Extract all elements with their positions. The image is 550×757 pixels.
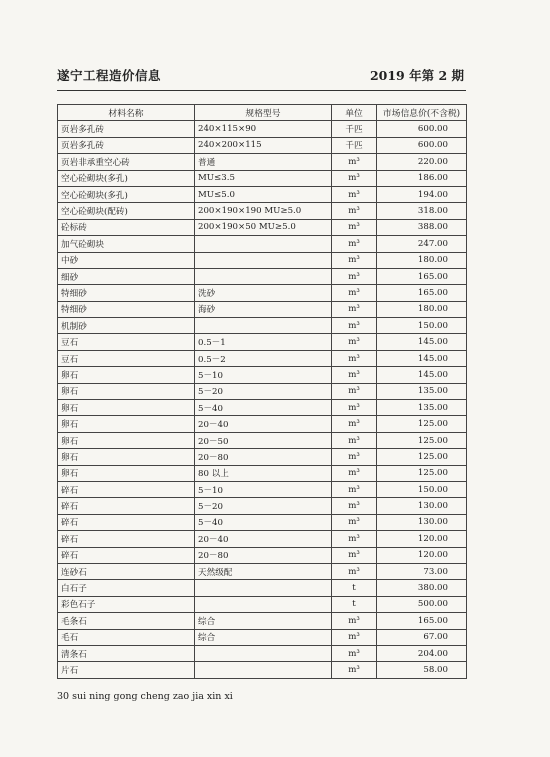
unit-cell: m³ [332, 301, 377, 317]
price-cell: 220.00 [377, 154, 467, 170]
unit-cell: m³ [332, 481, 377, 497]
unit-cell: m³ [332, 547, 377, 563]
header-spec: 规格型号 [195, 105, 332, 121]
material-name-cell: 碎石 [58, 547, 195, 563]
spec-cell: 20－40 [195, 531, 332, 547]
material-name-cell: 特细砂 [58, 301, 195, 317]
spec-cell [195, 318, 332, 334]
price-cell: 125.00 [377, 449, 467, 465]
price-cell: 388.00 [377, 219, 467, 235]
unit-cell: m³ [332, 432, 377, 448]
material-name-cell: 中砂 [58, 252, 195, 268]
table-row [58, 137, 467, 153]
price-cell: 194.00 [377, 186, 467, 202]
price-cell: 125.00 [377, 465, 467, 481]
table-row [58, 268, 467, 284]
material-name-cell: 毛条石 [58, 613, 195, 629]
spec-cell: 0.5－2 [195, 350, 332, 366]
price-cell: 600.00 [377, 137, 467, 153]
material-name-cell: 页岩多孔砖 [58, 121, 195, 137]
spec-cell: 5－10 [195, 481, 332, 497]
price-cell: 165.00 [377, 268, 467, 284]
material-name-cell: 细砂 [58, 268, 195, 284]
table-row [58, 613, 467, 629]
material-name-cell: 页岩多孔砖 [58, 137, 195, 153]
table-row [58, 121, 467, 137]
table-row [58, 465, 467, 481]
unit-cell: m³ [332, 662, 377, 678]
table-row [58, 514, 467, 530]
table-row [58, 416, 467, 432]
spec-cell: 200×190×50 MU≥5.0 [195, 219, 332, 235]
material-name-cell: 碎石 [58, 481, 195, 497]
table-row [58, 481, 467, 497]
spec-cell: 20－50 [195, 432, 332, 448]
spec-cell: 20－80 [195, 449, 332, 465]
issue-number: 2019 年第 2 期 [369, 68, 464, 83]
material-name-cell: 片石 [58, 662, 195, 678]
spec-cell: MU≤3.5 [195, 170, 332, 186]
material-name-cell: 机制砂 [58, 318, 195, 334]
material-name-cell: 清条石 [58, 645, 195, 661]
price-cell: 600.00 [377, 121, 467, 137]
price-cell: 145.00 [377, 334, 467, 350]
table-row [58, 432, 467, 448]
spec-cell: 20－80 [195, 547, 332, 563]
spec-cell: MU≤5.0 [195, 186, 332, 202]
spec-cell: 0.5－1 [195, 334, 332, 350]
price-cell: 135.00 [377, 400, 467, 416]
unit-cell: m³ [332, 219, 377, 235]
spec-cell [195, 596, 332, 612]
table-row [58, 285, 467, 301]
price-cell: 180.00 [377, 301, 467, 317]
unit-cell: m³ [332, 563, 377, 579]
header-price: 市场信息价(不含税) [377, 105, 467, 121]
table-row [58, 596, 467, 612]
unit-cell: t [332, 596, 377, 612]
table-row [58, 154, 467, 170]
table-row [58, 531, 467, 547]
price-cell: 165.00 [377, 613, 467, 629]
material-name-cell: 加气砼砌块 [58, 236, 195, 252]
table-row [58, 400, 467, 416]
table-row [58, 219, 467, 235]
price-cell: 318.00 [377, 203, 467, 219]
material-name-cell: 碎石 [58, 531, 195, 547]
table-row [58, 547, 467, 563]
unit-cell: t [332, 580, 377, 596]
unit-cell: m³ [332, 318, 377, 334]
spec-cell: 5－40 [195, 514, 332, 530]
unit-cell: m³ [332, 416, 377, 432]
table-row [58, 629, 467, 645]
table-row [58, 252, 467, 268]
unit-cell: m³ [332, 367, 377, 383]
price-cell: 145.00 [377, 367, 467, 383]
unit-cell: 千匹 [332, 121, 377, 137]
spec-cell: 5－40 [195, 400, 332, 416]
spec-cell: 240×115×90 [195, 121, 332, 137]
table-row [58, 498, 467, 514]
spec-cell: 20－40 [195, 416, 332, 432]
unit-cell: m³ [332, 465, 377, 481]
material-name-cell: 卵石 [58, 400, 195, 416]
material-name-cell: 连砂石 [58, 563, 195, 579]
price-cell: 120.00 [377, 547, 467, 563]
table-row [58, 563, 467, 579]
spec-cell: 5－20 [195, 498, 332, 514]
material-name-cell: 空心砼砌块(多孔) [58, 170, 195, 186]
price-cell: 165.00 [377, 285, 467, 301]
table-row [58, 170, 467, 186]
spec-cell [195, 580, 332, 596]
unit-cell: m³ [332, 531, 377, 547]
unit-cell: m³ [332, 400, 377, 416]
material-name-cell: 页岩非承重空心砖 [58, 154, 195, 170]
spec-cell: 海砂 [195, 301, 332, 317]
price-cell: 135.00 [377, 383, 467, 399]
unit-cell: m³ [332, 613, 377, 629]
price-cell: 247.00 [377, 236, 467, 252]
material-name-cell: 卵石 [58, 449, 195, 465]
unit-cell: m³ [332, 498, 377, 514]
price-cell: 204.00 [377, 645, 467, 661]
unit-cell: m³ [332, 629, 377, 645]
spec-cell: 洗砂 [195, 285, 332, 301]
material-name-cell: 碎石 [58, 514, 195, 530]
price-cell: 130.00 [377, 498, 467, 514]
price-cell: 130.00 [377, 514, 467, 530]
material-name-cell: 白石子 [58, 580, 195, 596]
spec-cell [195, 236, 332, 252]
price-cell: 58.00 [377, 662, 467, 678]
table-row [58, 318, 467, 334]
table-body [58, 121, 467, 678]
table-row [58, 449, 467, 465]
material-name-cell: 毛石 [58, 629, 195, 645]
table-row [58, 301, 467, 317]
unit-cell: m³ [332, 186, 377, 202]
price-cell: 150.00 [377, 481, 467, 497]
price-table [57, 104, 467, 679]
unit-cell: m³ [332, 350, 377, 366]
price-cell: 73.00 [377, 563, 467, 579]
material-name-cell: 卵石 [58, 465, 195, 481]
material-name-cell: 彩色石子 [58, 596, 195, 612]
spec-cell: 综合 [195, 613, 332, 629]
spec-cell [195, 252, 332, 268]
price-cell: 145.00 [377, 350, 467, 366]
table-row [58, 383, 467, 399]
price-cell: 180.00 [377, 252, 467, 268]
unit-cell: m³ [332, 236, 377, 252]
unit-cell: m³ [332, 285, 377, 301]
material-name-cell: 砼标砖 [58, 219, 195, 235]
publication-title: 遂宁工程造价信息 [57, 68, 162, 83]
unit-cell: m³ [332, 383, 377, 399]
unit-cell: m³ [332, 449, 377, 465]
table-row [58, 350, 467, 366]
material-name-cell: 碎石 [58, 498, 195, 514]
page-footer: 30 sui ning gong cheng zao jia xin xi [57, 691, 233, 702]
spec-cell: 5－10 [195, 367, 332, 383]
table-header-row [58, 105, 467, 121]
spec-cell: 普通 [195, 154, 332, 170]
price-cell: 150.00 [377, 318, 467, 334]
price-cell: 500.00 [377, 596, 467, 612]
material-name-cell: 特细砂 [58, 285, 195, 301]
unit-cell: m³ [332, 334, 377, 350]
price-cell: 120.00 [377, 531, 467, 547]
spec-cell: 5－20 [195, 383, 332, 399]
material-name-cell: 卵石 [58, 367, 195, 383]
header-rule [57, 90, 466, 91]
price-cell: 125.00 [377, 416, 467, 432]
table-row [58, 203, 467, 219]
price-cell: 186.00 [377, 170, 467, 186]
price-cell: 380.00 [377, 580, 467, 596]
material-name-cell: 空心砼砌块(多孔) [58, 186, 195, 202]
unit-cell: m³ [332, 154, 377, 170]
unit-cell: m³ [332, 514, 377, 530]
material-name-cell: 卵石 [58, 416, 195, 432]
table-row [58, 662, 467, 678]
table-row [58, 645, 467, 661]
material-name-cell: 空心砼砌块(配砖) [58, 203, 195, 219]
material-name-cell: 豆石 [58, 350, 195, 366]
price-cell: 67.00 [377, 629, 467, 645]
unit-cell: m³ [332, 170, 377, 186]
unit-cell: m³ [332, 268, 377, 284]
spec-cell: 80 以上 [195, 465, 332, 481]
table-row [58, 580, 467, 596]
header-material-name: 材料名称 [58, 105, 195, 121]
spec-cell: 天然级配 [195, 563, 332, 579]
spec-cell: 200×190×190 MU≥5.0 [195, 203, 332, 219]
table-row [58, 334, 467, 350]
unit-cell: m³ [332, 645, 377, 661]
header-unit: 单位 [332, 105, 377, 121]
spec-cell [195, 645, 332, 661]
table-row [58, 367, 467, 383]
table-row [58, 236, 467, 252]
unit-cell: m³ [332, 203, 377, 219]
spec-cell [195, 662, 332, 678]
unit-cell: 千匹 [332, 137, 377, 153]
spec-cell [195, 268, 332, 284]
table-row [58, 186, 467, 202]
material-name-cell: 卵石 [58, 432, 195, 448]
price-cell: 125.00 [377, 432, 467, 448]
unit-cell: m³ [332, 252, 377, 268]
spec-cell: 综合 [195, 629, 332, 645]
material-name-cell: 豆石 [58, 334, 195, 350]
material-name-cell: 卵石 [58, 383, 195, 399]
spec-cell: 240×200×115 [195, 137, 332, 153]
